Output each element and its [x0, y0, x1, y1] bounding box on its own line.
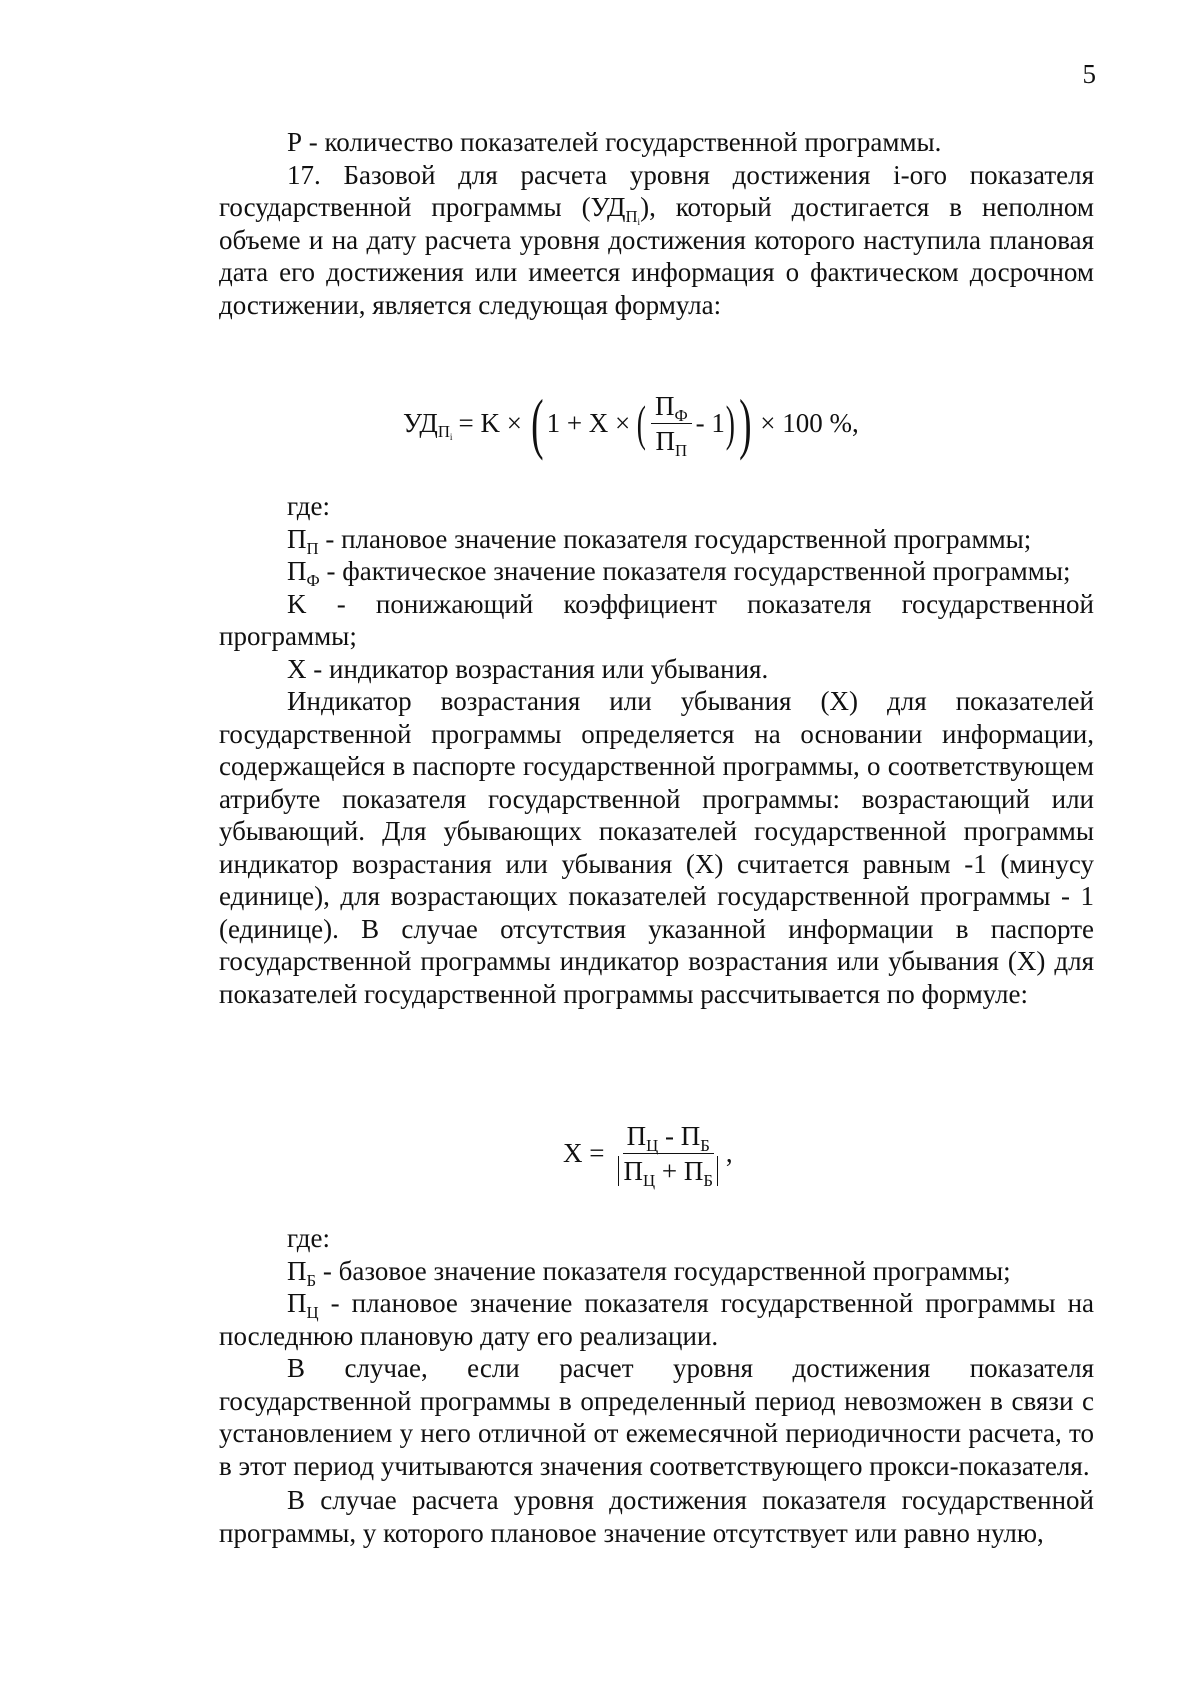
formula1-eq: = K ×: [458, 407, 522, 438]
formula2-lhs: X =: [563, 1137, 605, 1168]
formula1-lhs: $УД_{Пi}$: [403, 407, 453, 443]
formula1-close-inner-paren: ): [725, 395, 735, 451]
formula1-open-inner-paren: (: [637, 395, 647, 451]
definition-pp: $П_П$ - плановое значение показателя государственной программы;: [287, 523, 1032, 558]
formula2-denominator: $П_Ц + П_Б$: [614, 1154, 721, 1186]
page-number: 5: [1082, 59, 1096, 89]
paragraph-17: 17. Базовой для расчета уровня достижения i-ого показателя государственной программы $(УД_{Пi})$, который достигается в неполном объеме и на дату расчета уровня достижения которого наступила плановая дата его достижения или имеется информация о фактическом досрочном достижении, является следующая формула:: [219, 159, 1095, 320]
paragraph-proxy: В случае, если расчет уровня достижения показателя государственной программы в определенный период невозможен в связи с установлением у него отличной от ежемесячной периодичности расчета, то в этот период учитываются значения соответствующего прокси-показателя.: [219, 1353, 1094, 1481]
where-label-2: где:: [287, 1223, 330, 1253]
paragraph-indicator: Индикатор возрастания или убывания (X) для показателей государственной программы определяется на основании информации, содержащейся в паспорте государственной программы, о соответствующем атрибуте показателя государственной программы: возрастающий или убывающий. Для убывающих показателей государственной программы индикатор возрастания или убывания (X) считается равным -1 (минусу единице), для возрастающих показателей государственной программы - 1 (единице). В случае отсутствия указанной информации в паспорте государственной программы индикатор возрастания или убывания (X) для показателей государственной программы рассчитывается по формуле:: [219, 686, 1094, 1009]
formula1-close-paren: ): [738, 385, 752, 461]
text-block-definitions: [219, 490, 1094, 1010]
formula2-numerator: $П_Ц - П_Б$: [623, 1121, 714, 1154]
where-label-1: где:: [287, 491, 330, 521]
formula1-minus-one: - 1: [695, 407, 725, 438]
formula2-fraction: [614, 1120, 721, 1190]
paragraph-p-count: Р - количество показателей государственной программы.: [287, 127, 942, 157]
formula1-one-plus: 1 + X ×: [546, 407, 631, 438]
formula1-fraction: [651, 390, 692, 460]
text-block-final: [219, 1222, 1094, 1549]
definition-pc: $П_Ц$ - плановое значение показателя государственной программы на последнюю плановую дату его реализации.: [219, 1288, 1094, 1351]
definition-x: X - индикатор возрастания или убывания.: [287, 653, 769, 684]
definition-pb: $П_Б$ - базовое значение показателя государственной программы;: [287, 1255, 1011, 1290]
paragraph-zero-plan: В случае расчета уровня достижения показателя государственной программы, у которого плановое значение отсутствует или равно нулю,: [219, 1485, 1094, 1548]
formula-achievement-level: [403, 383, 859, 463]
formula2-tail: ,: [725, 1137, 733, 1168]
formula1-tail: × 100 %,: [760, 407, 859, 438]
definition-k: K - понижающий коэффициент показателя государственной программы;: [219, 588, 1094, 651]
formula1-numerator: $П_Ф$: [651, 391, 692, 424]
definition-pf: $П_Ф$ - фактическое значение показателя государственной программы;: [287, 556, 1071, 590]
formula1-denominator: $П_П$: [655, 425, 688, 460]
formula1-open-paren: (: [531, 385, 544, 461]
formula-indicator-x: [563, 1110, 733, 1196]
text-block-intro: [219, 126, 1094, 321]
